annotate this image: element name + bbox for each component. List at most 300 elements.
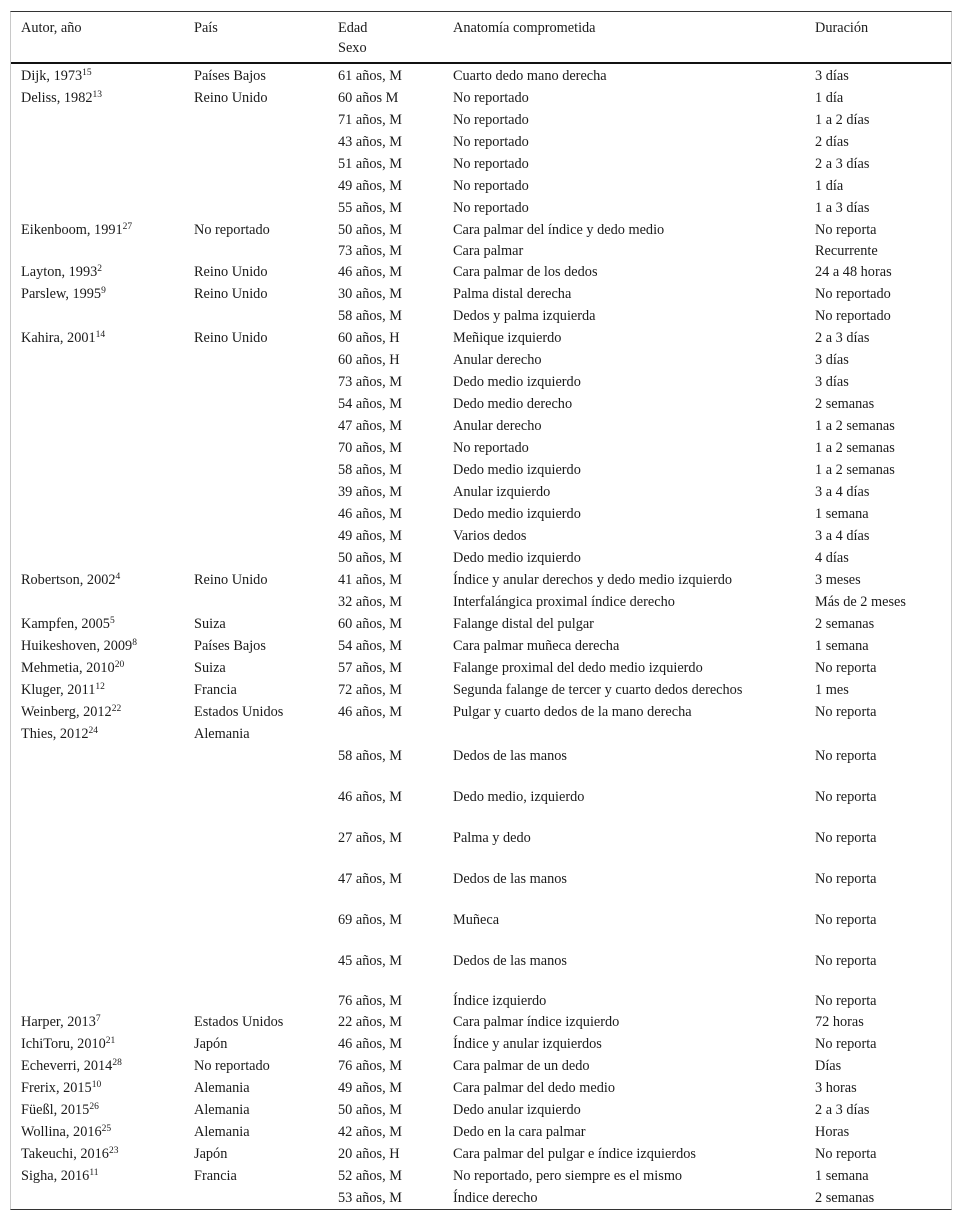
cell-edad-sexo bbox=[328, 109, 443, 131]
cell-anatomia bbox=[443, 1143, 805, 1165]
cell-autor bbox=[11, 261, 184, 283]
cell-pais bbox=[184, 786, 328, 827]
cell-duracion-text: 1 mes bbox=[815, 682, 849, 698]
cell-pais bbox=[184, 63, 328, 87]
cell-autor bbox=[11, 1055, 184, 1077]
reference-number: 23 bbox=[108, 1146, 119, 1156]
cell-edad-sexo-text: 60 años, H bbox=[338, 330, 400, 346]
cell-anatomia-text: No reportado, pero siempre es el mismo bbox=[453, 1168, 683, 1184]
cell-edad-sexo-text: 22 años, M bbox=[338, 1014, 402, 1030]
cell-pais bbox=[184, 613, 328, 635]
cell-pais-text: Reino Unido bbox=[194, 330, 268, 346]
cell-autor bbox=[11, 415, 184, 437]
cell-pais bbox=[184, 1099, 328, 1121]
cell-anatomia-text: Cara palmar muñeca derecha bbox=[453, 638, 620, 654]
cell-autor bbox=[11, 109, 184, 131]
cell-duracion-text: 2 semanas bbox=[815, 616, 875, 632]
cell-pais bbox=[184, 635, 328, 657]
cell-edad-sexo-text: 49 años, M bbox=[338, 178, 402, 194]
cell-edad-sexo-text: 60 años, H bbox=[338, 352, 400, 368]
cell-edad-sexo bbox=[328, 415, 443, 437]
cell-pais bbox=[184, 827, 328, 868]
cell-pais bbox=[184, 701, 328, 723]
cell-duracion bbox=[805, 525, 951, 547]
cell-anatomia-text: Dedos de las manos bbox=[453, 953, 567, 969]
cell-pais-text: Reino Unido bbox=[194, 286, 268, 302]
reference-number: 2 bbox=[97, 264, 102, 274]
cell-anatomia bbox=[443, 701, 805, 723]
cell-duracion-text: 1 a 3 días bbox=[815, 200, 870, 216]
cell-edad-sexo bbox=[328, 349, 443, 371]
cell-pais bbox=[184, 1187, 328, 1209]
table-row bbox=[11, 991, 951, 1011]
cell-pais-text: Alemania bbox=[194, 726, 250, 742]
cell-pais-text: Reino Unido bbox=[194, 264, 268, 280]
reference-number: 14 bbox=[95, 330, 106, 340]
cell-edad-sexo-text: 50 años, M bbox=[338, 222, 402, 238]
cell-autor-text: Deliss, 1982 bbox=[21, 90, 93, 106]
cell-duracion bbox=[805, 1055, 951, 1077]
cell-edad-sexo bbox=[328, 679, 443, 701]
cell-edad-sexo bbox=[328, 371, 443, 393]
table-header bbox=[11, 12, 951, 63]
table-row bbox=[11, 437, 951, 459]
cell-edad-sexo bbox=[328, 1011, 443, 1033]
cell-autor bbox=[11, 1143, 184, 1165]
cell-duracion bbox=[805, 868, 951, 909]
table-row bbox=[11, 305, 951, 327]
cell-anatomia bbox=[443, 153, 805, 175]
cell-duracion bbox=[805, 305, 951, 327]
header-autor: Autor, año bbox=[11, 12, 184, 63]
cell-duracion-text: 1 a 2 semanas bbox=[815, 418, 895, 434]
cell-duracion bbox=[805, 723, 951, 745]
cell-duracion bbox=[805, 481, 951, 503]
cell-edad-sexo-text: 49 años, M bbox=[338, 528, 402, 544]
cell-autor bbox=[11, 657, 184, 679]
cell-edad-sexo-text: 58 años, M bbox=[338, 308, 402, 324]
cell-anatomia-text: No reportado bbox=[453, 200, 529, 216]
cell-autor bbox=[11, 1187, 184, 1209]
cell-anatomia bbox=[443, 1165, 805, 1187]
reference-number: 26 bbox=[89, 1102, 99, 1112]
cell-autor bbox=[11, 459, 184, 481]
table-row bbox=[11, 1121, 951, 1143]
reference-number: 27 bbox=[122, 222, 133, 232]
cell-pais bbox=[184, 437, 328, 459]
cell-edad-sexo-text: 71 años, M bbox=[338, 112, 402, 128]
cell-anatomia-text: Índice y anular derechos y dedo medio izquierdo bbox=[453, 572, 733, 588]
cell-duracion-text: No reporta bbox=[815, 871, 877, 887]
reference-number: 15 bbox=[82, 68, 92, 78]
cell-edad-sexo-text: 58 años, M bbox=[338, 462, 402, 478]
cell-anatomia-text: Dedos y palma izquierda bbox=[453, 308, 596, 324]
cell-pais-text: Reino Unido bbox=[194, 572, 268, 588]
cell-anatomia-text: Interfalángica proximal índice derecho bbox=[453, 594, 675, 610]
cell-duracion-text: No reporta bbox=[815, 789, 877, 805]
cell-pais-text: Japón bbox=[194, 1036, 228, 1052]
cell-autor bbox=[11, 569, 184, 591]
cell-edad-sexo bbox=[328, 1121, 443, 1143]
header-duracion: Duración bbox=[805, 12, 951, 63]
cell-edad-sexo-text: 47 años, M bbox=[338, 418, 402, 434]
cell-autor-text: Robertson, 2002 bbox=[21, 572, 116, 588]
cell-edad-sexo-text: 76 años, M bbox=[338, 993, 402, 1009]
table-row bbox=[11, 635, 951, 657]
reference-number: 13 bbox=[92, 90, 102, 100]
cell-autor-text: Sigha, 2016 bbox=[21, 1168, 90, 1184]
cell-anatomia bbox=[443, 87, 805, 109]
cell-edad-sexo-text: 50 años, M bbox=[338, 550, 402, 566]
cell-pais-text: Alemania bbox=[194, 1102, 250, 1118]
cell-anatomia-text: Dedo medio izquierdo bbox=[453, 506, 581, 522]
cell-anatomia-text: Falange proximal del dedo medio izquierdo bbox=[453, 660, 703, 676]
cell-autor-text: Frerix, 2015 bbox=[21, 1080, 92, 1096]
cell-duracion bbox=[805, 197, 951, 219]
cell-edad-sexo bbox=[328, 525, 443, 547]
cell-duracion-text: 3 a 4 días bbox=[815, 528, 870, 544]
cell-anatomia bbox=[443, 109, 805, 131]
cell-duracion bbox=[805, 1121, 951, 1143]
cell-pais bbox=[184, 327, 328, 349]
cell-edad-sexo bbox=[328, 909, 443, 950]
cell-anatomia-text: Índice derecho bbox=[453, 1190, 538, 1206]
table-row bbox=[11, 219, 951, 241]
cell-anatomia-text: Segunda falange de tercer y cuarto dedos derechos bbox=[453, 682, 743, 698]
cell-anatomia bbox=[443, 991, 805, 1011]
table-row bbox=[11, 459, 951, 481]
cell-edad-sexo-text: 73 años, M bbox=[338, 243, 402, 259]
cell-anatomia-text: Cara palmar índice izquierdo bbox=[453, 1014, 620, 1030]
cell-edad-sexo bbox=[328, 1099, 443, 1121]
cell-anatomia bbox=[443, 525, 805, 547]
cell-pais-text: Países Bajos bbox=[194, 68, 266, 84]
cell-anatomia-text: No reportado bbox=[453, 178, 529, 194]
cell-duracion-text: 1 a 2 días bbox=[815, 112, 870, 128]
cell-pais bbox=[184, 481, 328, 503]
cell-pais bbox=[184, 87, 328, 109]
cell-duracion bbox=[805, 1099, 951, 1121]
table-row bbox=[11, 283, 951, 305]
cell-autor bbox=[11, 591, 184, 613]
table-row bbox=[11, 1099, 951, 1121]
cell-duracion bbox=[805, 175, 951, 197]
cell-edad-sexo bbox=[328, 241, 443, 261]
cell-duracion-text: 3 días bbox=[815, 374, 849, 390]
cell-autor bbox=[11, 1121, 184, 1143]
cell-autor bbox=[11, 745, 184, 786]
cell-pais bbox=[184, 950, 328, 991]
cell-anatomia-text: Cara palmar del índice y dedo medio bbox=[453, 222, 665, 238]
cell-pais bbox=[184, 1143, 328, 1165]
cell-anatomia bbox=[443, 131, 805, 153]
cell-edad-sexo-text: 46 años, M bbox=[338, 506, 402, 522]
cell-edad-sexo-text: 46 años, M bbox=[338, 1036, 402, 1052]
cell-edad-sexo bbox=[328, 63, 443, 87]
cell-pais bbox=[184, 503, 328, 525]
cell-duracion-text: 2 a 3 días bbox=[815, 330, 870, 346]
table-row bbox=[11, 1165, 951, 1187]
cell-duracion bbox=[805, 63, 951, 87]
cell-duracion-text: No reporta bbox=[815, 953, 877, 969]
cell-autor-text: Takeuchi, 2016 bbox=[21, 1146, 109, 1162]
cell-pais bbox=[184, 591, 328, 613]
cell-pais-text: Alemania bbox=[194, 1080, 250, 1096]
cell-autor-text: Dijk, 1973 bbox=[21, 68, 83, 84]
cell-duracion bbox=[805, 547, 951, 569]
reference-number: 8 bbox=[132, 638, 137, 648]
table-row bbox=[11, 63, 951, 87]
cell-edad-sexo bbox=[328, 1055, 443, 1077]
cell-autor bbox=[11, 393, 184, 415]
cell-pais bbox=[184, 1165, 328, 1187]
cell-edad-sexo-text: 54 años, M bbox=[338, 396, 402, 412]
cell-edad-sexo-text: 72 años, M bbox=[338, 682, 402, 698]
cell-pais bbox=[184, 1077, 328, 1099]
cell-autor bbox=[11, 283, 184, 305]
cell-edad-sexo bbox=[328, 827, 443, 868]
cell-duracion-text: No reporta bbox=[815, 1036, 877, 1052]
cell-autor bbox=[11, 63, 184, 87]
cell-duracion bbox=[805, 613, 951, 635]
cell-pais bbox=[184, 305, 328, 327]
reference-number: 25 bbox=[101, 1124, 112, 1134]
cell-duracion-text: No reporta bbox=[815, 830, 877, 846]
cell-anatomia bbox=[443, 745, 805, 786]
cell-duracion bbox=[805, 701, 951, 723]
cell-edad-sexo bbox=[328, 153, 443, 175]
cell-anatomia-text: Muñeca bbox=[453, 912, 500, 928]
cell-pais bbox=[184, 371, 328, 393]
cell-pais bbox=[184, 459, 328, 481]
cell-autor bbox=[11, 723, 184, 745]
cell-autor bbox=[11, 525, 184, 547]
cell-autor bbox=[11, 87, 184, 109]
cell-anatomia-text: Índice izquierdo bbox=[453, 993, 547, 1009]
cell-duracion bbox=[805, 349, 951, 371]
cell-edad-sexo bbox=[328, 87, 443, 109]
cell-anatomia bbox=[443, 723, 805, 745]
cell-duracion bbox=[805, 1033, 951, 1055]
cell-autor bbox=[11, 635, 184, 657]
cell-duracion-text: 1 semana bbox=[815, 506, 869, 522]
cell-edad-sexo-text: 46 años, M bbox=[338, 789, 402, 805]
cell-duracion bbox=[805, 1011, 951, 1033]
cell-edad-sexo-text: 69 años, M bbox=[338, 912, 402, 928]
cell-anatomia bbox=[443, 283, 805, 305]
cell-pais-text: Francia bbox=[194, 1168, 237, 1184]
cell-edad-sexo bbox=[328, 459, 443, 481]
cell-edad-sexo-text: 20 años, H bbox=[338, 1146, 400, 1162]
table-row bbox=[11, 241, 951, 261]
cell-anatomia bbox=[443, 305, 805, 327]
cell-pais bbox=[184, 868, 328, 909]
cell-anatomia-text: Meñique izquierdo bbox=[453, 330, 562, 346]
cell-autor-text: Harper, 2013 bbox=[21, 1014, 96, 1030]
cell-anatomia bbox=[443, 503, 805, 525]
cell-pais bbox=[184, 241, 328, 261]
cell-anatomia-text: Dedo medio derecho bbox=[453, 396, 573, 412]
header-sexo: Sexo bbox=[338, 39, 367, 56]
cell-duracion-text: 3 días bbox=[815, 68, 849, 84]
cell-duracion bbox=[805, 153, 951, 175]
cell-duracion-text: No reporta bbox=[815, 748, 877, 764]
cell-edad-sexo-text: 73 años, M bbox=[338, 374, 402, 390]
cell-autor-text: Thies, 2012 bbox=[21, 726, 89, 742]
reference-number: 4 bbox=[115, 572, 121, 582]
cell-duracion-text: No reporta bbox=[815, 660, 877, 676]
cell-autor bbox=[11, 701, 184, 723]
case-table bbox=[11, 12, 951, 1209]
cell-edad-sexo-text: 46 años, M bbox=[338, 264, 402, 280]
cell-anatomia bbox=[443, 481, 805, 503]
cell-edad-sexo bbox=[328, 613, 443, 635]
cell-autor-text: Weinberg, 2012 bbox=[21, 704, 112, 720]
cell-anatomia bbox=[443, 175, 805, 197]
cell-edad-sexo-text: 27 años, M bbox=[338, 830, 402, 846]
cell-autor-text: Echeverri, 2014 bbox=[21, 1058, 113, 1074]
cell-anatomia bbox=[443, 459, 805, 481]
cell-edad-sexo bbox=[328, 1187, 443, 1209]
cell-edad-sexo bbox=[328, 950, 443, 991]
cell-duracion-text: 2 a 3 días bbox=[815, 156, 870, 172]
header-edad-sexo bbox=[328, 12, 443, 63]
table-row bbox=[11, 701, 951, 723]
cell-autor bbox=[11, 349, 184, 371]
cell-duracion bbox=[805, 459, 951, 481]
cell-duracion bbox=[805, 1077, 951, 1099]
cell-anatomia bbox=[443, 349, 805, 371]
cell-duracion-text: No reporta bbox=[815, 912, 877, 928]
cell-edad-sexo bbox=[328, 393, 443, 415]
cell-autor-text: Kahira, 2001 bbox=[21, 330, 96, 346]
cell-anatomia-text: Anular derecho bbox=[453, 418, 542, 434]
cell-anatomia bbox=[443, 613, 805, 635]
table-row bbox=[11, 261, 951, 283]
cell-anatomia-text: Anular izquierdo bbox=[453, 484, 551, 500]
cell-pais bbox=[184, 349, 328, 371]
cell-edad-sexo-text: 41 años, M bbox=[338, 572, 402, 588]
cell-anatomia bbox=[443, 547, 805, 569]
cell-duracion bbox=[805, 1187, 951, 1209]
cell-edad-sexo-text: 76 años, M bbox=[338, 1058, 402, 1074]
cell-edad-sexo-text: 60 años M bbox=[338, 90, 399, 106]
table-row bbox=[11, 868, 951, 909]
cell-duracion-text: 1 a 2 semanas bbox=[815, 462, 895, 478]
cell-duracion bbox=[805, 437, 951, 459]
cell-autor bbox=[11, 547, 184, 569]
cell-edad-sexo-text: 57 años, M bbox=[338, 660, 402, 676]
cell-edad-sexo bbox=[328, 786, 443, 827]
cell-autor bbox=[11, 909, 184, 950]
cell-duracion bbox=[805, 786, 951, 827]
table-row bbox=[11, 745, 951, 786]
header-pais: País bbox=[184, 12, 328, 63]
cell-autor bbox=[11, 1011, 184, 1033]
table-row bbox=[11, 525, 951, 547]
cell-duracion-text: 1 a 2 semanas bbox=[815, 440, 895, 456]
cell-pais-text: Alemania bbox=[194, 1124, 250, 1140]
cell-pais bbox=[184, 283, 328, 305]
cell-autor-text: Parslew, 1995 bbox=[21, 286, 102, 302]
cell-autor bbox=[11, 868, 184, 909]
cell-duracion-text: 3 meses bbox=[815, 572, 861, 588]
cell-autor-text: Layton, 1993 bbox=[21, 264, 98, 280]
table-row bbox=[11, 1011, 951, 1033]
cell-pais bbox=[184, 569, 328, 591]
table-row bbox=[11, 1033, 951, 1055]
cell-pais bbox=[184, 219, 328, 241]
cell-anatomia bbox=[443, 1099, 805, 1121]
cell-duracion-text: No reporta bbox=[815, 993, 877, 1009]
cell-edad-sexo-text: 45 años, M bbox=[338, 953, 402, 969]
cell-anatomia bbox=[443, 261, 805, 283]
cell-anatomia bbox=[443, 241, 805, 261]
cell-duracion-text: 3 a 4 días bbox=[815, 484, 870, 500]
cell-duracion-text: Días bbox=[815, 1058, 842, 1074]
cell-edad-sexo bbox=[328, 868, 443, 909]
cell-autor bbox=[11, 503, 184, 525]
cell-anatomia bbox=[443, 1077, 805, 1099]
cell-edad-sexo bbox=[328, 591, 443, 613]
cell-edad-sexo bbox=[328, 197, 443, 219]
table-row bbox=[11, 547, 951, 569]
cell-edad-sexo bbox=[328, 1165, 443, 1187]
reference-number: 22 bbox=[111, 704, 122, 714]
table-row bbox=[11, 197, 951, 219]
cell-autor bbox=[11, 991, 184, 1011]
cell-anatomia bbox=[443, 371, 805, 393]
cell-autor bbox=[11, 241, 184, 261]
cell-edad-sexo-text: 51 años, M bbox=[338, 156, 402, 172]
cell-duracion bbox=[805, 415, 951, 437]
cell-duracion-text: 3 días bbox=[815, 352, 849, 368]
cell-anatomia-text: No reportado bbox=[453, 156, 529, 172]
cell-anatomia bbox=[443, 868, 805, 909]
cell-anatomia bbox=[443, 635, 805, 657]
cell-duracion-text: 1 día bbox=[815, 178, 844, 194]
cell-edad-sexo-text: 60 años, M bbox=[338, 616, 402, 632]
cell-anatomia bbox=[443, 1011, 805, 1033]
cell-anatomia bbox=[443, 786, 805, 827]
table-row bbox=[11, 613, 951, 635]
cell-edad-sexo-text: 53 años, M bbox=[338, 1190, 402, 1206]
cell-anatomia bbox=[443, 197, 805, 219]
cell-autor bbox=[11, 197, 184, 219]
cell-autor bbox=[11, 219, 184, 241]
table-row bbox=[11, 657, 951, 679]
cell-anatomia-text: Anular derecho bbox=[453, 352, 542, 368]
reference-number: 10 bbox=[91, 1080, 102, 1090]
cell-anatomia-text: Cara palmar de un dedo bbox=[453, 1058, 590, 1074]
cell-edad-sexo-text: 58 años, M bbox=[338, 748, 402, 764]
cell-edad-sexo-text: 43 años, M bbox=[338, 134, 402, 150]
cell-edad-sexo-text: 47 años, M bbox=[338, 871, 402, 887]
cell-duracion bbox=[805, 87, 951, 109]
cell-autor-text: Füeßl, 2015 bbox=[21, 1102, 90, 1118]
cell-edad-sexo bbox=[328, 745, 443, 786]
cell-autor bbox=[11, 327, 184, 349]
cell-autor bbox=[11, 175, 184, 197]
cell-edad-sexo bbox=[328, 481, 443, 503]
cell-edad-sexo-text: 32 años, M bbox=[338, 594, 402, 610]
table-row bbox=[11, 131, 951, 153]
cell-anatomia-text: Dedo medio izquierdo bbox=[453, 550, 581, 566]
cell-pais bbox=[184, 1033, 328, 1055]
cell-pais bbox=[184, 1121, 328, 1143]
cell-autor-text: Huikeshoven, 2009 bbox=[21, 638, 133, 654]
cell-duracion-text: Recurrente bbox=[815, 243, 878, 259]
